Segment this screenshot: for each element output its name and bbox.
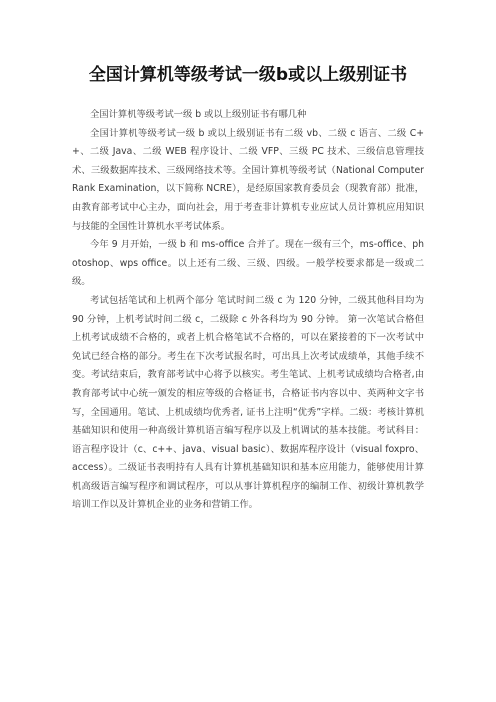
paragraph-exam-details: 考试包括笔试和上机两个部分 笔试时间二级 c 为 120 分钟，二级其他科目均为 90 分钟，上机考试时间二级 c，二级除 c 外各科均为 90 分钟。 第一次笔试合格但上机考试成绩不合格的，或者上机合格笔试不合格的，可以在紧接着的下一次考试中免试已经合格的部分。考生在下次考试报名时，可出具上次考试成绩单，其他手续不变。考试结束后，教育部考试中心将予以核实。考生笔试、上机考试成绩均合格者,由教育部考试中心统一颁发的相应等级的合格证书，合格证书内容以中、英两种文字书写，全国通用。笔试、上机成绩均优秀者, 证书上注明“优秀”字样。二级：考核计算机基础知识和使用一种高级计算机语言编写程序以及上机调试的基本技能。考试科目：语言程序设计（c、c++、java、visual basic）、数据库程序设计（visual foxpro、access）。二级证书表明持有人具有计算机基础知识和基本应用能力，能够使用计算机高级语言编写程序和调试程序，可以从事计算机程序的编制工作、初级计算机教学培训工作以及计算机企业的业务和营销工作。 xyxy=(72,294,424,511)
document-body xyxy=(72,106,424,515)
paragraph-subtitle: 全国计算机等级考试一级 b 或以上级别证书有哪几种 xyxy=(90,109,307,120)
document-title: 全国计算机等级考试一级b或以上级别证书 xyxy=(88,65,408,85)
paragraph-level-one-merge: 今年 9 月开始，一级 b 和 ms-office 合并了。现在一级有三个，ms-office、photoshop、wps office。以上还有二级、三级、四级。一般学校要求都是一级或二级。 xyxy=(72,239,424,288)
paragraph-certificate-list: 全国计算机等级考试一级 b 或以上级别证书有二级 vb、二级 c 语言、二级 C++、二级 Java、二级 WEB 程序设计、二级 VFP、三级 PC 技术、三级信息管理技术、三级数据库技术、三级网络技术等。全国计算机等级考试（National Computer Rank Examination，以下简称 NCRE），是经原国家教育委员会（现教育部）批准，由教育部考试中心主办，面向社会，用于考查非计算机专业应试人员计算机应用知识与技能的全国性计算机水平考试体系。 xyxy=(72,127,424,232)
